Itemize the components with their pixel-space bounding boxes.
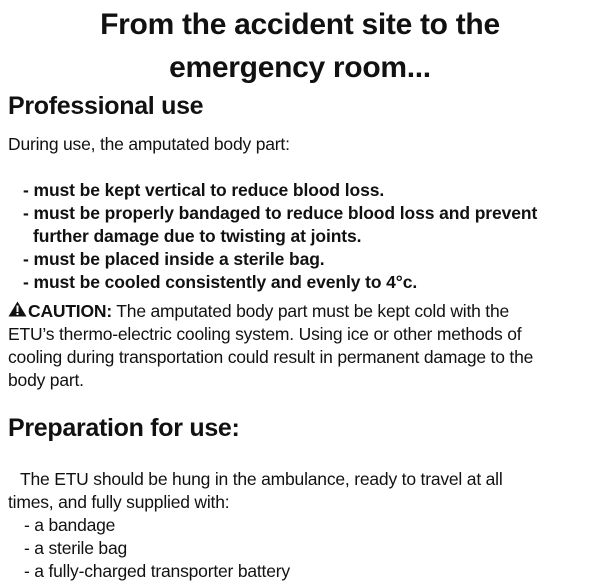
section-heading-preparation: Preparation for use: [8,414,240,442]
list-item: - must be placed inside a sterile bag. [23,249,325,269]
caution-text-line: cooling during transportation could result in permanent damage to the [8,347,534,367]
caution-label: CAUTION: [28,301,112,321]
page-title-line-1: From the accident site to the [100,8,500,41]
professional-intro: During use, the amputated body part: [8,134,290,154]
page-title-line-2: emergency room... [169,51,431,84]
supply-item: - a bandage [24,515,116,535]
list-item: - must be cooled consistently and evenly to 4°c. [23,272,418,292]
caution-block [8,301,509,322]
list-item: - must be properly bandaged to reduce blood loss and prevent [23,203,538,223]
caution-text-line: body part. [8,370,84,390]
caution-text: The amputated body part must be kept cold with the [111,301,510,321]
supply-item: - a sterile bag [24,538,128,558]
supply-item: - a fully-charged transporter battery [24,561,290,581]
preparation-text-line: times, and fully supplied with: [8,492,230,512]
caution-text-line: ETU’s thermo-electric cooling system. Using ice or other methods of [8,324,522,344]
list-item-continuation: further damage due to twisting at joints. [33,226,362,246]
preparation-text-line: The ETU should be hung in the ambulance, ready to travel at all [20,469,503,489]
warning-triangle-icon [8,301,27,322]
list-item: - must be kept vertical to reduce blood loss. [23,180,385,200]
section-heading-professional-use: Professional use [8,92,204,120]
